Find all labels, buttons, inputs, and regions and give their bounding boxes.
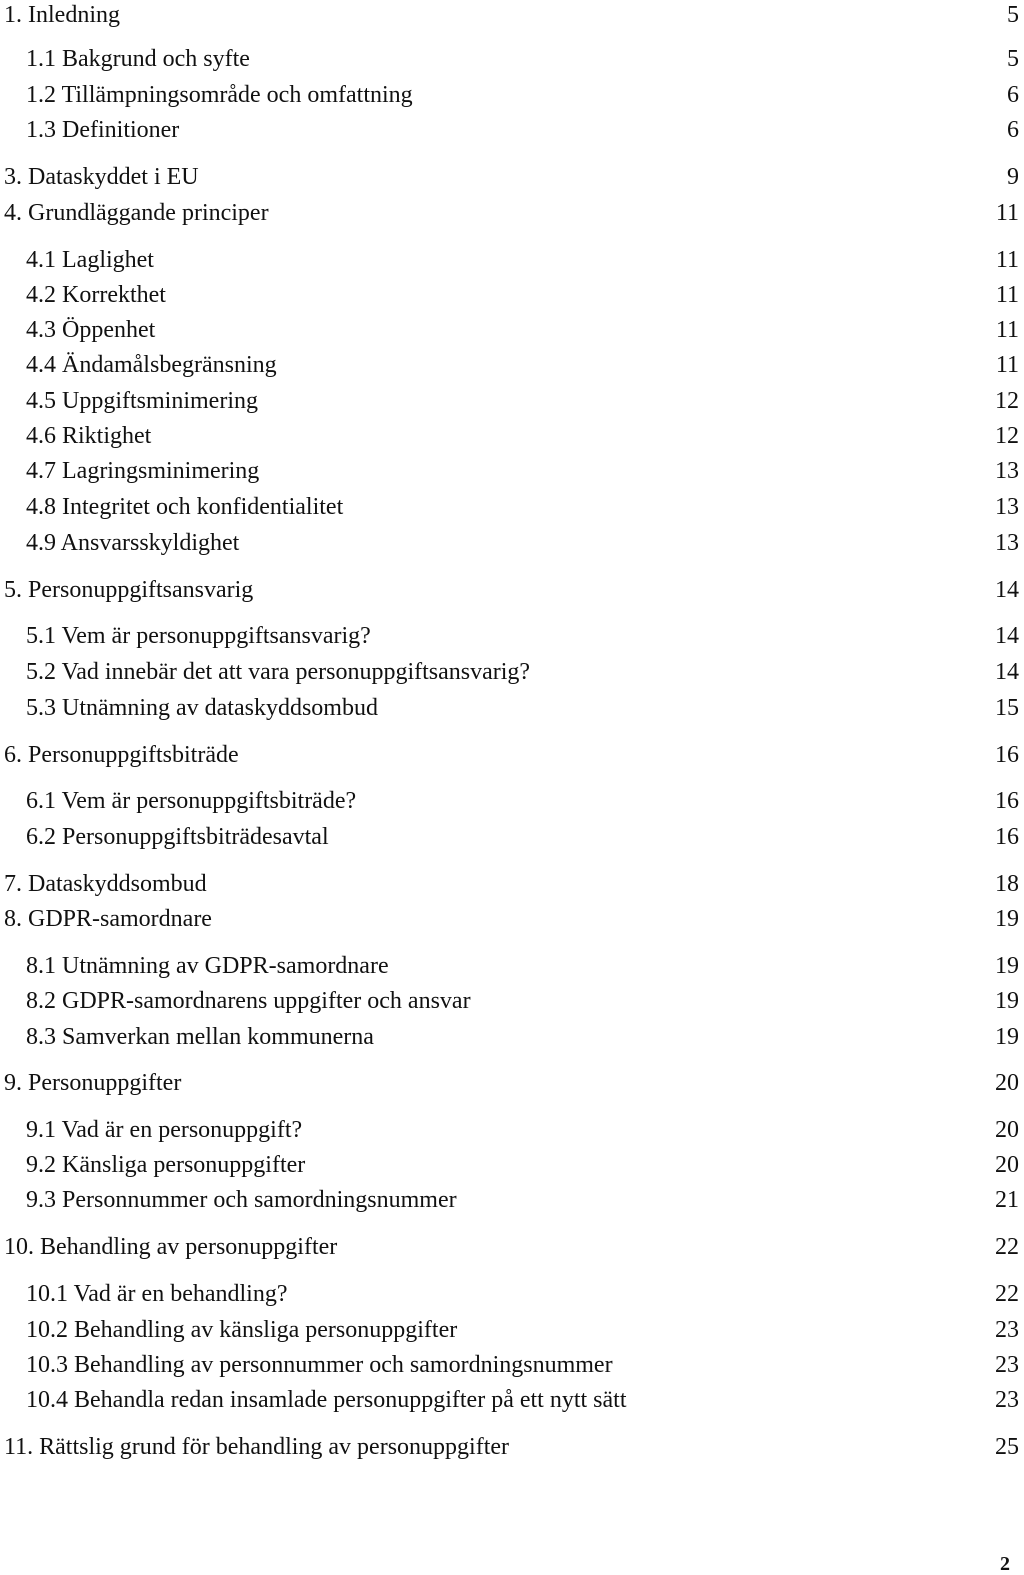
- toc-entry-page: 11: [995, 352, 1019, 378]
- toc-entry: [0, 80, 1024, 110]
- toc-entry-title: 10.2 Behandling av känsliga personuppgifter: [26, 1317, 458, 1343]
- toc-entry-page: 16: [995, 742, 1019, 768]
- toc-entry-title: 4.5 Uppgiftsminimering: [26, 388, 258, 414]
- toc-entry-page: 5: [1007, 2, 1019, 28]
- toc-entry: [0, 1232, 1024, 1262]
- toc-entry-title: 10.3 Behandling av personnummer och samordningsnummer: [26, 1352, 613, 1378]
- toc-entry-title: 4.2 Korrekthet: [26, 282, 166, 308]
- toc-entry-title: 5.3 Utnämning av dataskyddsombud: [26, 695, 378, 721]
- toc-entry-page: 19: [995, 953, 1019, 979]
- toc-entry-title: 8.3 Samverkan mellan kommunerna: [26, 1024, 374, 1050]
- toc-entry: [0, 1068, 1024, 1098]
- toc-entry-title: 11. Rättslig grund för behandling av personuppgifter: [4, 1434, 510, 1460]
- toc-entry-page: 14: [995, 577, 1019, 603]
- toc-entry: [0, 1279, 1024, 1309]
- toc-entry-title: 9. Personuppgifter: [4, 1070, 182, 1096]
- toc-entry-page: 12: [995, 388, 1019, 414]
- toc-entry-page: 20: [995, 1152, 1019, 1178]
- toc-entry-page: 11: [995, 247, 1019, 273]
- toc-entry-page: 9: [1007, 164, 1019, 190]
- toc-entry-page: 19: [995, 1024, 1019, 1050]
- toc-entry: [0, 162, 1024, 192]
- toc-entry-page: 6: [1007, 117, 1019, 143]
- toc-entry-page: 20: [995, 1117, 1019, 1143]
- toc-entry-title: 9.2 Känsliga personuppgifter: [26, 1152, 306, 1178]
- toc-entry-title: 1.2 Tillämpningsområde och omfattning: [26, 82, 413, 108]
- toc-entry-page: 22: [995, 1234, 1019, 1260]
- toc-entry-title: 4.7 Lagringsminimering: [26, 458, 260, 484]
- toc-entry-title: 6. Personuppgiftsbiträde: [4, 742, 239, 768]
- toc-entry-title: 8. GDPR-samordnare: [4, 906, 212, 932]
- toc-entry-page: 14: [995, 659, 1019, 685]
- toc-entry: [0, 621, 1024, 651]
- toc-entry-page: 14: [995, 623, 1019, 649]
- toc-entry: [0, 492, 1024, 522]
- toc-entry-page: 6: [1007, 82, 1019, 108]
- toc-entry-page: 13: [995, 530, 1019, 556]
- toc-entry: [0, 740, 1024, 770]
- toc-entry: [0, 575, 1024, 605]
- toc-entry-title: 9.1 Vad är en personuppgift?: [26, 1117, 303, 1143]
- toc-entry-title: 4.1 Laglighet: [26, 247, 154, 273]
- toc-entry-title: 4.8 Integritet och konfidentialitet: [26, 494, 344, 520]
- toc-entry: [0, 44, 1024, 74]
- toc-entry-title: 6.1 Vem är personuppgiftsbiträde?: [26, 788, 357, 814]
- toc-entry: [0, 1385, 1024, 1415]
- toc-entry-title: 3. Dataskyddet i EU: [4, 164, 199, 190]
- toc-entry-page: 13: [995, 458, 1019, 484]
- toc-entry-title: 5.1 Vem är personuppgiftsansvarig?: [26, 623, 371, 649]
- toc-entry-title: 5. Personuppgiftsansvarig: [4, 577, 254, 603]
- toc-entry: [0, 386, 1024, 416]
- toc-entry: [0, 280, 1024, 310]
- toc-entry-title: 9.3 Personnummer och samordningsnummer: [26, 1187, 457, 1213]
- toc-entry-page: 15: [995, 695, 1019, 721]
- toc-entry-title: 1. Inledning: [4, 2, 120, 28]
- toc-entry: [0, 1350, 1024, 1380]
- toc-entry-page: 12: [995, 423, 1019, 449]
- toc-entry: [0, 904, 1024, 934]
- toc-entry: [0, 245, 1024, 275]
- toc-entry-page: 19: [995, 988, 1019, 1014]
- toc-entry: [0, 421, 1024, 451]
- toc-entry-title: 4.4 Ändamålsbegränsning: [26, 352, 277, 378]
- toc-entry-title: 4.6 Riktighet: [26, 423, 152, 449]
- toc-entry-title: 10. Behandling av personuppgifter: [4, 1234, 338, 1260]
- toc-entry-title: 5.2 Vad innebär det att vara personuppgiftsansvarig?: [26, 659, 531, 685]
- toc-entry-page: 23: [995, 1317, 1019, 1343]
- toc-entry-page: 21: [995, 1187, 1019, 1213]
- toc-entry-page: 13: [995, 494, 1019, 520]
- toc-entry: [0, 986, 1024, 1016]
- toc-entry: [0, 456, 1024, 486]
- toc-entry-page: 11: [995, 317, 1019, 343]
- toc-entry-page: 25: [995, 1434, 1019, 1460]
- toc-entry-page: 16: [995, 788, 1019, 814]
- toc-entry: [0, 951, 1024, 981]
- toc-entry: [0, 822, 1024, 852]
- toc-entry-title: 10.4 Behandla redan insamlade personuppgifter på ett nytt sätt: [26, 1387, 627, 1413]
- toc-entry-title: 8.2 GDPR-samordnarens uppgifter och ansvar: [26, 988, 471, 1014]
- toc-entry-title: 6.2 Personuppgiftsbiträdesavtal: [26, 824, 329, 850]
- toc-entry-page: 19: [995, 906, 1019, 932]
- toc-entry-page: 23: [995, 1387, 1019, 1413]
- toc-entry-page: 20: [995, 1070, 1019, 1096]
- toc-entry: [0, 0, 1024, 30]
- toc-entry-title: 1.3 Definitioner: [26, 117, 180, 143]
- toc-entry: [0, 1185, 1024, 1215]
- toc-entry: [0, 1150, 1024, 1180]
- toc-entry-page: 22: [995, 1281, 1019, 1307]
- toc-entry: [0, 657, 1024, 687]
- toc-entry: [0, 786, 1024, 816]
- toc-entry: [0, 115, 1024, 145]
- toc-entry: [0, 350, 1024, 380]
- toc-entry-title: 7. Dataskyddsombud: [4, 871, 207, 897]
- toc-entry-title: 4. Grundläggande principer: [4, 200, 269, 226]
- toc-entry: [0, 1022, 1024, 1052]
- toc-entry-page: 23: [995, 1352, 1019, 1378]
- toc-entry: [0, 315, 1024, 345]
- toc-entry-page: 16: [995, 824, 1019, 850]
- page-number: 2: [1000, 1553, 1010, 1575]
- toc-entry-page: 18: [995, 871, 1019, 897]
- toc-entry-page: 11: [995, 282, 1019, 308]
- toc-entry: [0, 869, 1024, 899]
- toc-entry-page: 11: [995, 200, 1019, 226]
- toc-entry-title: 8.1 Utnämning av GDPR-samordnare: [26, 953, 389, 979]
- toc-entry-title: 4.9 Ansvarsskyldighet: [26, 530, 240, 556]
- toc-entry: [0, 1315, 1024, 1345]
- toc-entry-page: 5: [1007, 46, 1019, 72]
- toc-entry: [0, 693, 1024, 723]
- toc-entry-title: 1.1 Bakgrund och syfte: [26, 46, 250, 72]
- toc-entry: [0, 198, 1024, 228]
- toc-entry: [0, 1115, 1024, 1145]
- toc-entry: [0, 1432, 1024, 1462]
- toc-entry-title: 4.3 Öppenhet: [26, 317, 156, 343]
- toc-entry-title: 10.1 Vad är en behandling?: [26, 1281, 288, 1307]
- toc-entry: [0, 528, 1024, 558]
